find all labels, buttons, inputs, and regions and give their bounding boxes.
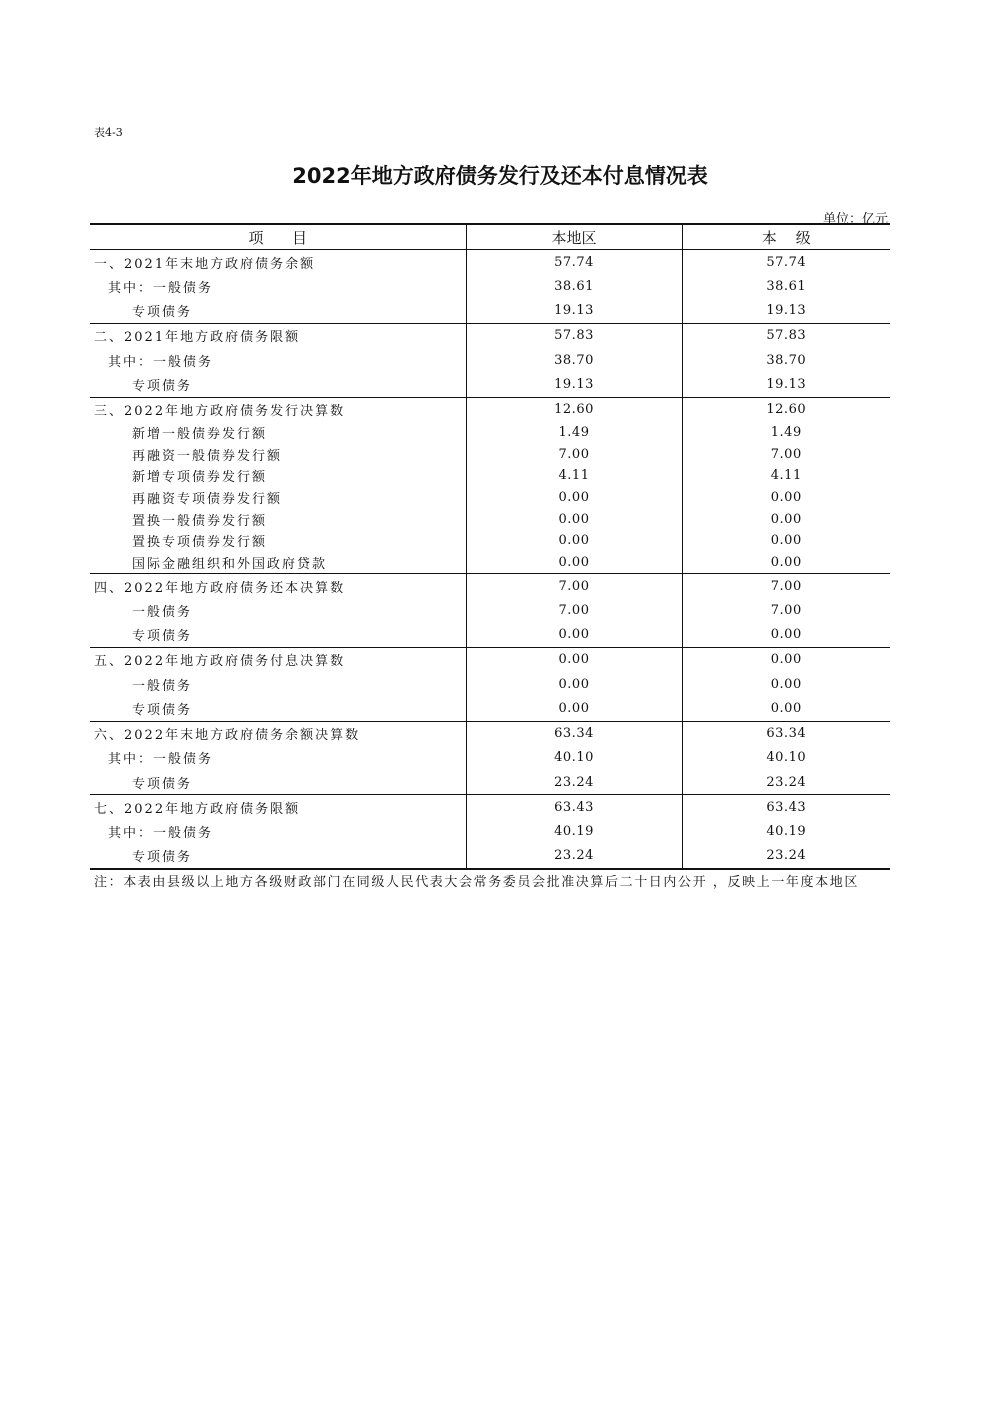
column-header-level: 本 级 [682,224,890,250]
level-value: 40.19 [682,819,890,844]
region-value: 40.19 [466,819,682,844]
region-value: 38.70 [466,348,682,373]
region-value: 0.00 [466,552,682,574]
region-value: 0.00 [466,696,682,721]
row-label: 其中：一般债务 [108,280,214,296]
row-label: 新增专项债券发行额 [132,470,268,486]
column-header-region: 本地区 [466,224,682,250]
table-row [90,721,890,746]
table-row [90,770,890,795]
level-value: 0.00 [682,487,890,509]
level-value: 0.00 [682,508,890,530]
level-value: 0.00 [682,672,890,697]
page-title: 2022年地方政府债务发行及还本付息情况表 [292,164,708,188]
region-value: 19.13 [466,372,682,397]
row-label: 七、2022年地方政府债务限额 [90,795,466,820]
region-value: 57.83 [466,323,682,348]
row-label: 专项债务 [132,702,193,718]
table-row [90,250,890,275]
table-row [90,623,890,648]
footnote: 注：本表由县级以上地方各级财政部门在同级人民代表大会常务委员会批准决算后二十日内公开 ，反映上一年度本地区 [94,875,859,890]
table-row [90,487,890,509]
table-row [90,323,890,348]
row-label: 一般债务 [132,604,193,620]
region-value: 0.00 [466,672,682,697]
table-row [90,348,890,373]
row-label: 国际金融组织和外国政府贷款 [132,556,328,572]
level-value: 63.43 [682,795,890,820]
row-label: 置换专项债券发行额 [132,535,268,551]
level-value: 1.49 [682,422,890,444]
region-value: 7.00 [466,443,682,465]
region-value: 0.00 [466,530,682,552]
region-value: 4.11 [466,465,682,487]
row-label: 一般债务 [132,678,193,694]
row-label: 三、2022年地方政府债务发行决算数 [90,397,466,422]
level-value: 63.34 [682,721,890,746]
level-value: 0.00 [682,696,890,721]
column-header-item: 项 目 [90,224,466,250]
document-number: 表4-3 [94,126,123,139]
level-value: 23.24 [682,770,890,795]
table-row [90,573,890,598]
region-value: 63.43 [466,795,682,820]
table-row [90,844,890,869]
row-label: 其中：一般债务 [108,354,214,370]
level-value: 4.11 [682,465,890,487]
level-value: 23.24 [682,844,890,869]
table-row [90,746,890,771]
debt-table [90,223,890,870]
region-value: 23.24 [466,844,682,869]
table-row [90,397,890,422]
table-header-row [90,224,890,250]
table-row [90,422,890,444]
table-row [90,372,890,397]
region-value: 19.13 [466,299,682,324]
region-value: 1.49 [466,422,682,444]
level-value: 7.00 [682,443,890,465]
level-value: 0.00 [682,552,890,574]
region-value: 12.60 [466,397,682,422]
region-value: 0.00 [466,508,682,530]
table-row [90,672,890,697]
region-value: 0.00 [466,647,682,672]
table-row [90,647,890,672]
region-value: 38.61 [466,274,682,299]
table-row [90,508,890,530]
level-value: 57.74 [682,250,890,275]
level-value: 0.00 [682,623,890,648]
level-value: 12.60 [682,397,890,422]
row-label: 五、2022年地方政府债务付息决算数 [90,647,466,672]
row-label: 专项债务 [132,305,193,321]
region-value: 0.00 [466,623,682,648]
level-value: 38.70 [682,348,890,373]
table-row [90,795,890,820]
row-label: 专项债务 [132,629,193,645]
region-value: 40.10 [466,746,682,771]
region-value: 23.24 [466,770,682,795]
level-value: 0.00 [682,647,890,672]
table-row [90,552,890,574]
row-label: 六、2022年末地方政府债务余额决算数 [90,721,466,746]
row-label: 其中：一般债务 [108,752,214,768]
table-row [90,465,890,487]
row-label: 一、2021年末地方政府债务余额 [90,250,466,275]
table-row [90,598,890,623]
table-row [90,530,890,552]
row-label: 四、2022年地方政府债务还本决算数 [90,573,466,598]
level-value: 7.00 [682,598,890,623]
table-row [90,299,890,324]
level-value: 0.00 [682,530,890,552]
unit-label: 单位：亿元 [822,212,888,227]
region-value: 7.00 [466,573,682,598]
row-label: 二、2021年地方政府债务限额 [90,323,466,348]
level-value: 19.13 [682,299,890,324]
row-label: 置换一般债券发行额 [132,513,268,529]
table-row [90,443,890,465]
row-label: 专项债务 [132,776,193,792]
region-value: 63.34 [466,721,682,746]
row-label: 再融资专项债券发行额 [132,492,283,508]
table-row [90,819,890,844]
level-value: 38.61 [682,274,890,299]
level-value: 40.10 [682,746,890,771]
row-label: 专项债务 [90,844,466,869]
table-row [90,274,890,299]
region-value: 0.00 [466,487,682,509]
row-label: 再融资一般债券发行额 [132,448,283,464]
row-label: 其中：一般债务 [108,826,214,842]
level-value: 19.13 [682,372,890,397]
row-label: 专项债务 [132,379,193,395]
level-value: 7.00 [682,573,890,598]
table-row [90,696,890,721]
region-value: 7.00 [466,598,682,623]
region-value: 57.74 [466,250,682,275]
level-value: 57.83 [682,323,890,348]
row-label: 新增一般债券发行额 [132,427,268,442]
